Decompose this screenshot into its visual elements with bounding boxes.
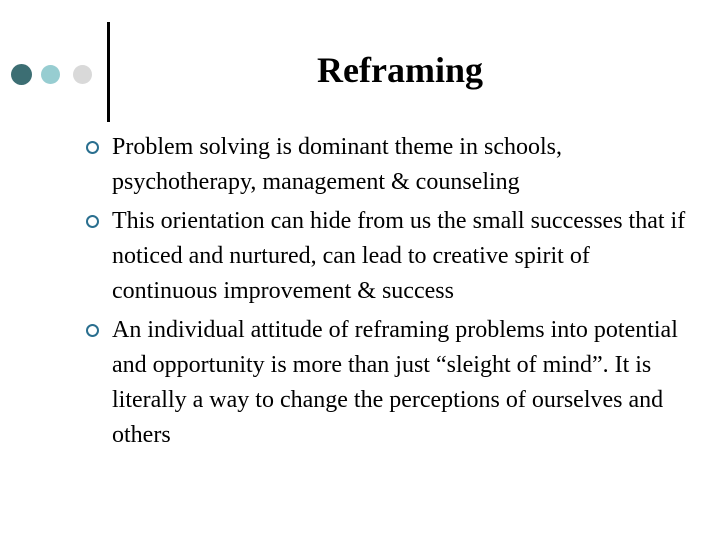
light-teal-dot [41, 65, 60, 84]
slide-title: Reframing [317, 50, 483, 90]
ring-bullet-icon [86, 324, 99, 337]
bullet-item [86, 130, 696, 200]
ring-bullet-icon [86, 141, 99, 154]
bullet-text: An individual attitude of reframing problems into potential and opportunity is more than just “sleight of mind”. It is literally a way to change the perceptions of ourselves and others [112, 317, 678, 448]
dark-teal-dot [11, 64, 32, 85]
bullet-list [86, 130, 696, 457]
bullet-text: Problem solving is dominant theme in schools, psychotherapy, management & counseling [112, 134, 562, 195]
decorative-dots [11, 64, 93, 86]
bullet-item [86, 204, 696, 309]
bullet-item [86, 313, 696, 453]
gray-dot [73, 65, 92, 84]
ring-bullet-icon [86, 215, 99, 228]
bullet-text: This orientation can hide from us the small successes that if noticed and nurtured, can lead to creative spirit of continuous improvement & success [112, 208, 686, 304]
